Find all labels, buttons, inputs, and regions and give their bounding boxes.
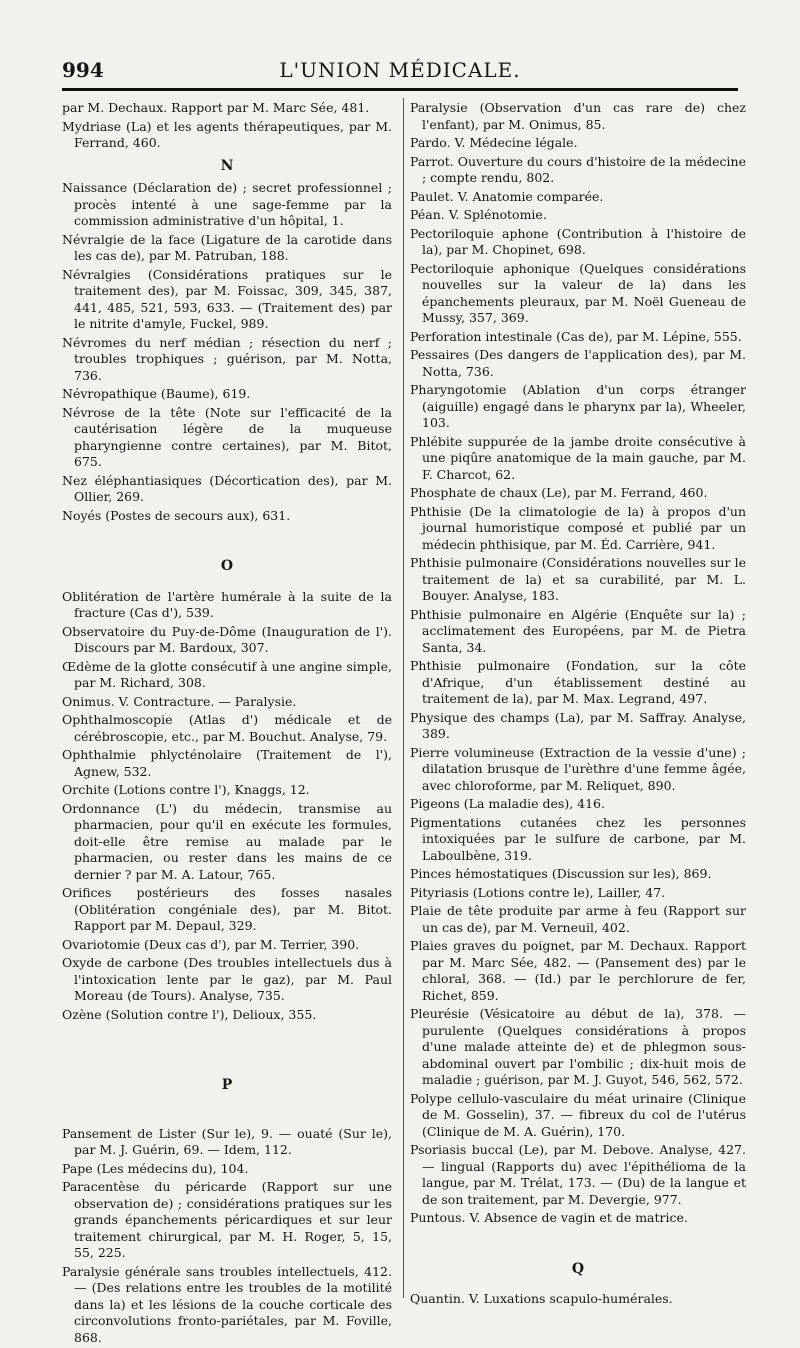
index-entry: Phosphate de chaux (Le), par M. Ferrand, 460. xyxy=(410,485,708,500)
header-rule xyxy=(62,88,738,91)
index-entry: Péan. V. Splénotomie. xyxy=(410,207,547,222)
section-letter-p: P xyxy=(221,1077,233,1093)
index-entry: Pierre volumineuse (Extraction de la vessie d'une) ; dilatation brusque de l'urèthre d'une femme âgée, avec chloroforme, par M. Reliquet, 890. xyxy=(410,744,746,793)
index-entry: Pardo. V. Médecine légale. xyxy=(410,135,578,150)
section-letter-q: Q xyxy=(571,1260,585,1277)
index-entry: Phthisie pulmonaire (Fondation, sur la côte d'Afrique, d'un établissement destiné au traitement de la), par M. Max. Legrand, 497. xyxy=(410,658,746,706)
section-letter-n: N xyxy=(220,157,234,174)
page-header xyxy=(62,56,738,90)
index-entry: Polype cellulo-vasculaire du méat urinaire (Clinique de M. Gosselin), 37. — fibreux du col de l'utérus (Clinique de M. A. Guérin), 170. xyxy=(410,1090,746,1139)
index-entry: Mydriase (La) et les agents thérapeutiques, par M. Ferrand, 460. xyxy=(62,118,392,150)
index-entry: Pigeons (La maladie des), 416. xyxy=(410,796,605,811)
index-entry: Pectoriloquie aphone (Contribution à l'histoire de la), par M. Chopinet, 698. xyxy=(410,225,746,257)
index-entry: Paralysie générale sans troubles intellectuels, 412. — (Des relations entre les troubles de la motilité dans la) et les lésions de la couche corticale des circonvolutions fronto-pariétales, par M. Foville, 868. xyxy=(62,1263,392,1345)
index-entry: Physique des champs (La), par M. Saffray. Analyse, 389. xyxy=(410,709,746,741)
page-number: 994 xyxy=(62,58,104,82)
right-column xyxy=(410,100,746,1310)
index-entry: Ophthalmie phlycténolaire (Traitement de l'), Agnew, 532. xyxy=(62,747,392,779)
section-gap xyxy=(62,526,392,552)
index-entry: Pharyngotomie (Ablation d'un corps étranger (aiguille) engagé dans le pharynx par la), Wheeler, 103. xyxy=(410,382,746,430)
index-entry: Noyés (Postes de secours aux), 631. xyxy=(62,507,291,523)
index-entry: Plaie de tête produite par arme à feu (Rapport sur un cas de), par M. Verneuil, 402. xyxy=(410,903,746,935)
left-column xyxy=(62,100,392,1348)
index-entry: Ozène (Solution contre l'), Delioux, 355. xyxy=(62,1006,317,1022)
index-entry: Phthisie pulmonaire en Algérie (Enquête sur la) ; acclimatement des Européens, par M. de Pietra Santa, 34. xyxy=(410,606,746,655)
index-entry: Pape (Les médecins du), 104. xyxy=(62,1160,249,1176)
index-entry: Paulet. V. Anatomie comparée. xyxy=(410,188,604,204)
index-entry: Onimus. V. Contracture. — Paralysie. xyxy=(62,693,297,709)
section-gap xyxy=(410,1229,746,1255)
index-entry: Paracentèse du péricarde (Rapport sur une observation de) ; considérations pratiques sur les grands épanchements péricardiques et sur leur traitement chirurgical, par M. H. Roger, 5, 15, 55, 225. xyxy=(62,1179,392,1260)
index-entry: Orifices postérieurs des fosses nasales (Oblitération congéniale des), par M. Bitot. Rapport par M. Depaul, 329. xyxy=(62,885,392,933)
index-entry: Oxyde de carbone (Des troubles intellectuels dus à l'intoxication lente par le gaz), par M. Paul Moreau (de Tours). Analyse, 735. xyxy=(62,955,392,1003)
index-entry: Névropathique (Baume), 619. xyxy=(62,386,251,401)
index-entry: Névralgie de la face (Ligature de la carotide dans les cas de), par M. Patruban, 188. xyxy=(62,231,392,263)
index-entry: Névralgies (Considérations pratiques sur le traitement des), par M. Foissac, 309, 345, 387, 441, 485, 521, 593, 633. — (Traitement des) par le nitrite d'amyle, Fuckel, 989. xyxy=(62,266,392,331)
index-entry: Pityriasis (Lotions contre le), Lailler, 47. xyxy=(410,884,666,900)
section-gap xyxy=(410,1283,746,1291)
index-entry: par M. Dechaux. Rapport par M. Marc Sée, 481. xyxy=(62,100,370,115)
index-entry: Pigmentations cutanées chez les personnes intoxiquées par le sulfure de carbone, par M. Laboulbène, 319. xyxy=(410,814,746,863)
index-entry: Œdème de la glotte consécutif à une angine simple, par M. Richard, 308. xyxy=(62,658,392,690)
section-gap xyxy=(62,1025,392,1071)
index-entry: Observatoire du Puy-de-Dôme (Inauguration de l'). Discours par M. Bardoux, 307. xyxy=(62,623,392,655)
index-entry: Pleurésie (Vésicatoire au début de la), 378. — purulente (Quelques considérations à propos d'une malade atteinte de) et de phlegmon sous-abdominal ouvert par l'ombilic ; dix-huit mois de maladie ; guérison, par M. J. Guyot, 546, 562, 572. xyxy=(410,1006,746,1087)
index-entry: Quantin. V. Luxations scapulo-humérales. xyxy=(410,1291,673,1306)
index-entry: Psoriasis buccal (Le), par M. Debove. Analyse, 427. — lingual (Rapports du) avec l'épithélioma de la langue, par M. Trélat, 173. — (Du) de la langue et de son traitement, par M. Devergie, 977. xyxy=(410,1142,746,1207)
index-entry: Ovariotomie (Deux cas d'), par M. Terrier, 390. xyxy=(62,936,360,952)
index-entry: Orchite (Lotions contre l'), Knaggs, 12. xyxy=(62,782,310,797)
index-entry: Phthisie (De la climatologie de la) à propos d'un journal humoristique composé et publié par un médecin phthisique, par M. Éd. Carrière, 941. xyxy=(410,503,746,552)
index-entry: Oblitération de l'artère humérale à la suite de la fracture (Cas d'), 539. xyxy=(62,588,392,620)
index-entry: Nez éléphantiasiques (Décortication des), par M. Ollier, 269. xyxy=(62,472,392,504)
index-entry: Ordonnance (L') du médecin, transmise au pharmacien, pour qu'il en exécute les formules, doit-elle être remise au malade par le pharmacien, ou rester dans les mains de ce dernier ? par M. A. Latour, 765. xyxy=(62,800,392,882)
index-entry: Perforation intestinale (Cas de), par M. Lépine, 555. xyxy=(410,328,742,344)
running-head: L'UNION MÉDICALE. xyxy=(279,58,521,82)
index-entry: Parrot. Ouverture du cours d'histoire de la médecine ; compte rendu, 802. xyxy=(410,153,746,185)
index-entry: Phthisie pulmonaire (Considérations nouvelles sur le traitement de la) et sa curabilité, par M. L. Bouyer. Analyse, 183. xyxy=(410,555,746,603)
index-entry: Pectoriloquie aphonique (Quelques considérations nouvelles sur la valeur de la) dans les épanchements pleuraux, par M. Noël Gueneau de Mussy, 357, 369. xyxy=(410,260,746,325)
index-entry: Ophthalmoscopie (Atlas d') médicale et de cérébroscopie, etc., par M. Bouchut. Analyse, 79. xyxy=(62,712,392,744)
index-entry: Névromes du nerf médian ; résection du nerf ; troubles trophiques ; guérison, par M. Notta, 736. xyxy=(62,334,392,383)
index-entry: Pansement de Lister (Sur le), 9. — ouaté (Sur le), par M. J. Guérin, 69. — Idem, 112. xyxy=(62,1125,392,1157)
index-entry: Puntous. V. Absence de vagin et de matrice. xyxy=(410,1210,688,1225)
section-gap xyxy=(62,581,392,589)
index-entry: Névrose de la tête (Note sur l'efficacité de la cautérisation légère de la muqueuse pharyngienne contre certaines), par M. Bitot, 675. xyxy=(62,404,392,469)
section-letter-o: O xyxy=(220,558,234,574)
index-entry: Pinces hémostatiques (Discussion sur les), 869. xyxy=(410,866,712,881)
index-entry: Pessaires (Des dangers de l'application des), par M. Notta, 736. xyxy=(410,347,746,379)
index-entry: Naissance (Déclaration de) ; secret professionnel ; procès intenté à une sage-femme par la commission administrative d'un hôpital, 1. xyxy=(62,180,392,228)
column-divider xyxy=(403,98,404,1298)
index-entry: Plaies graves du poignet, par M. Dechaux. Rapport par M. Marc Sée, 482. — (Pansement des) par le chloral, 368. — (Id.) par le perchlorure de fer, Richet, 859. xyxy=(410,938,746,1003)
section-gap xyxy=(62,1100,392,1126)
index-entry: Phlébite suppurée de la jambe droite consécutive à une piqûre anatomique de la main gauche, par M. F. Charcot, 62. xyxy=(410,433,746,482)
index-entry: Paralysie (Observation d'un cas rare de) chez l'enfant), par M. Onimus, 85. xyxy=(410,100,746,132)
